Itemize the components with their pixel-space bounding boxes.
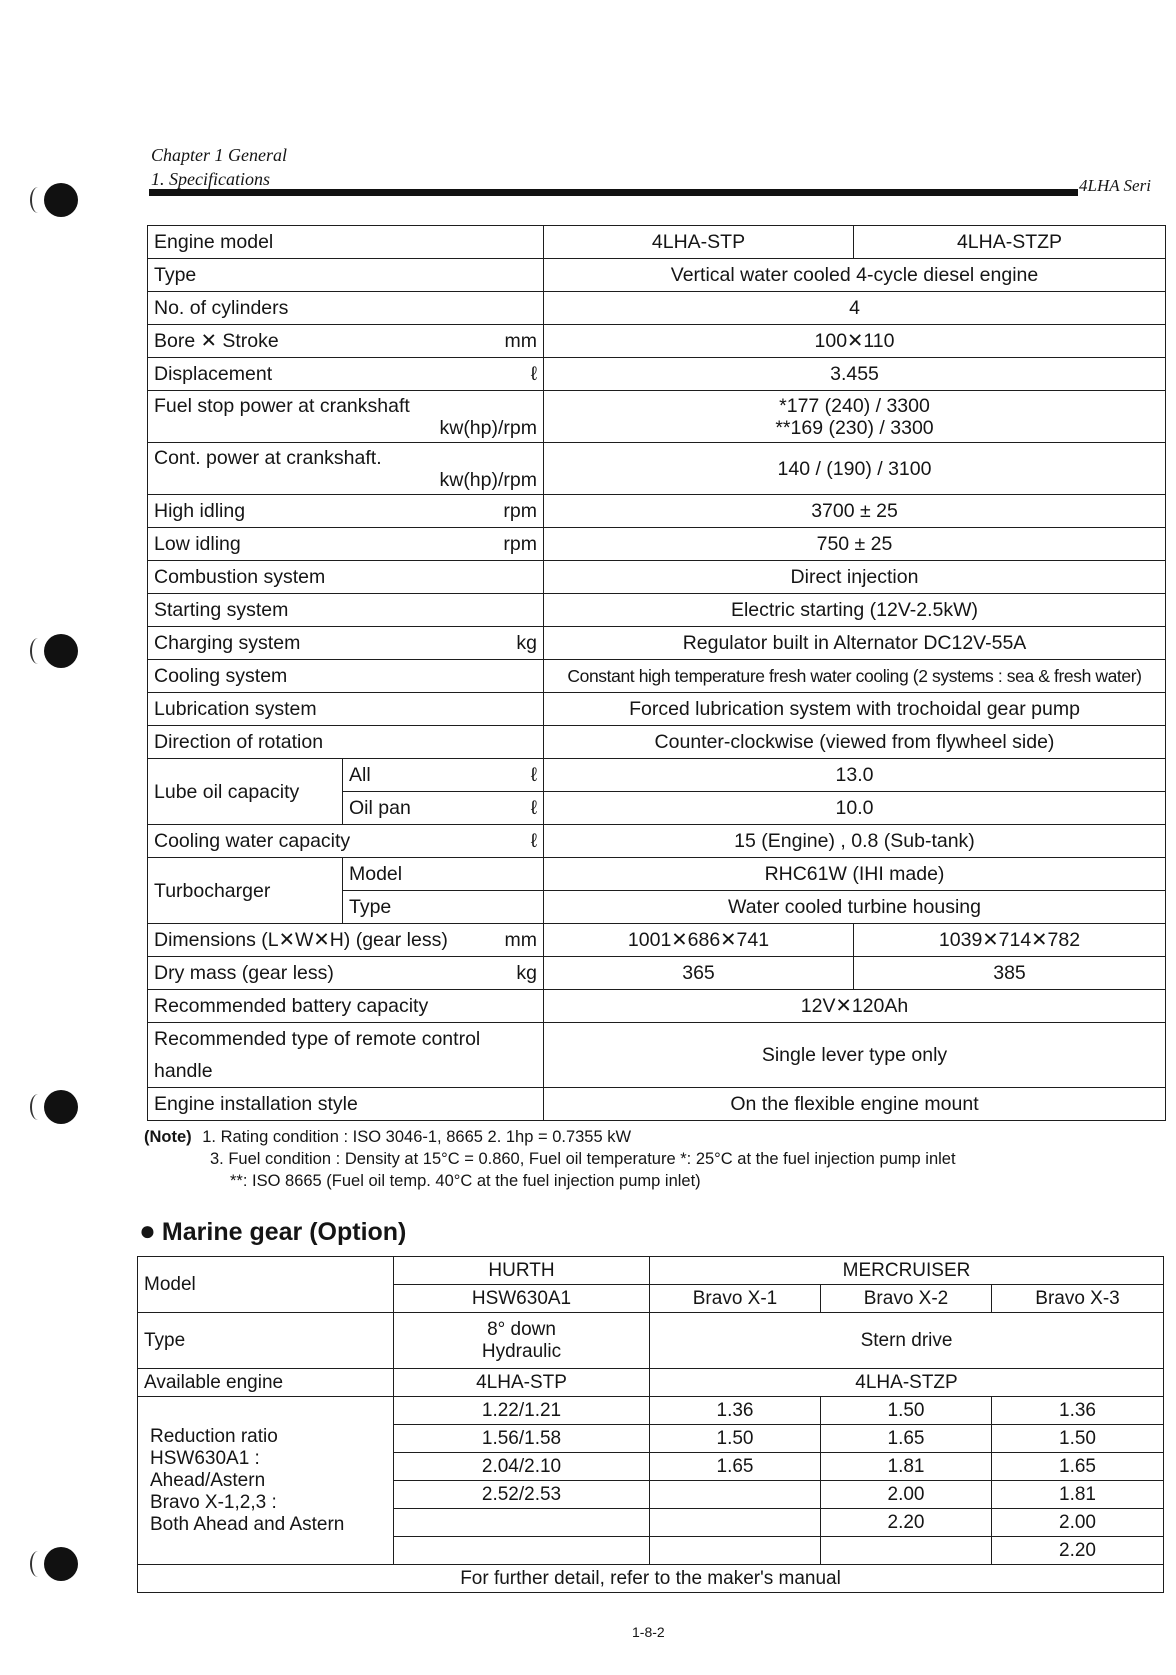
gear-label-type: Type [138,1313,394,1369]
gear-hurth-type: Hydraulic [481,1340,562,1362]
page-number: 1-8-2 [632,1624,665,1640]
spec-row-turbo-model [148,858,1166,891]
spec-row [148,259,1166,292]
gear-ratio-cell: 1.65 [650,1453,821,1481]
chapter-heading [151,143,287,191]
binder-hole-1 [44,183,78,217]
gear-ratio-cell: 1.81 [821,1453,992,1481]
gear-ratio-row [138,1397,1164,1425]
note-line-3: **: ISO 8665 (Fuel oil temp. 40°C at the fuel injection pump inlet) [230,1172,701,1190]
binder-hole-4 [44,1547,78,1581]
marine-gear-title: Marine gear (Option) [161,1218,407,1246]
gear-hurth: HURTH [394,1257,650,1285]
gear-ratio-cell: 2.04/2.10 [394,1453,650,1481]
spec-value: Electric starting (12V-2.5kW) [544,594,1166,627]
spec-row [148,726,1166,759]
note-line-1: (Note) 1. Rating condition : ISO 3046-1, 8665 2. 1hp = 0.7355 kW [144,1128,632,1146]
spec-label: Engine installation style [148,1088,544,1121]
spec-value: Regulator built in Alternator DC12V-55A [544,627,1166,660]
spec-label: Turbocharger [148,858,343,924]
spec-row [148,693,1166,726]
gear-row-type [138,1313,1164,1369]
spec-label: Recommended type of remote control [154,1028,481,1050]
spec-label: High idling [154,500,246,522]
spec-label: Low idling [154,533,241,555]
gear-ratio-cell: 1.65 [821,1425,992,1453]
spec-value: Vertical water cooled 4-cycle diesel engine [544,259,1166,292]
notes [144,1126,956,1192]
gear-ratio-label: Both Ahead and Astern [150,1513,345,1535]
spec-row-cooling-water [148,825,1166,858]
spec-value: 3700 ± 25 [544,495,1166,528]
spec-value: 140 / (190) / 3100 [544,443,1166,495]
gear-ratio-label: Bravo X-1,2,3 : [150,1491,277,1513]
binder-hole-2 [44,634,78,668]
spec-unit: ℓ [530,797,537,819]
gear-ratio-cell: 1.50 [650,1425,821,1453]
spec-row [148,495,1166,528]
spec-label: No. of cylinders [154,297,289,319]
spec-value: 750 ± 25 [544,528,1166,561]
spec-value: 15 (Engine) , 0.8 (Sub-tank) [544,825,1166,858]
binder-hole-mark-3 [30,1094,46,1120]
spec-value: RHC61W (IHI made) [544,858,1166,891]
spec-unit: ℓ [530,830,537,852]
spec-row-dry-mass [148,957,1166,990]
gear-row-avail [138,1369,1164,1397]
spec-row [148,627,1166,660]
gear-ratio-cell: 1.65 [992,1453,1164,1481]
gear-ratio-cell: 1.81 [992,1481,1164,1509]
spec-row [148,325,1166,358]
gear-hurth-model: HSW630A1 [394,1285,650,1313]
gear-row-footer [138,1565,1164,1593]
gear-mercruiser: MERCRUISER [650,1257,1164,1285]
spec-label: Starting system [154,599,289,621]
series-title: 4LHA Seri [1079,176,1151,195]
spec-value: Forced lubrication system with trochoidal gear pump [544,693,1166,726]
note-line-2: 3. Fuel condition : Density at 15°C = 0.860, Fuel oil temperature *: 25°C at the fuel injection pump inlet [210,1150,956,1168]
gear-hurth-type: 8° down [487,1318,556,1340]
gear-ratio-cell: 2.52/2.53 [394,1481,650,1509]
gear-ratio-cell: 1.22/1.21 [394,1397,650,1425]
binder-hole-3 [44,1090,78,1124]
gear-ratio-cell [650,1509,821,1537]
spec-row-install [148,1088,1166,1121]
spec-unit: kg [516,632,537,654]
spec-value-a: 1001✕686✕741 [544,924,854,957]
spec-row-battery [148,990,1166,1023]
gear-bravo-x3: Bravo X-3 [992,1285,1164,1313]
spec-label: Engine model [148,226,544,259]
gear-ratio-cell: 1.56/1.58 [394,1425,650,1453]
gear-ratio-label: Ahead/Astern [150,1469,266,1491]
spec-row [148,561,1166,594]
spec-row-engine-model [148,226,1166,259]
gear-ratio-cell [394,1537,650,1565]
spec-unit: rpm [503,533,537,555]
spec-value: 12V✕120Ah [544,990,1166,1023]
spec-value: 10.0 [544,792,1166,825]
bullet-icon: ● [139,1215,156,1246]
spec-label: Direction of rotation [154,731,324,753]
gear-ratio-cell [650,1537,821,1565]
spec-row-fuel-stop [148,391,1166,443]
gear-label-avail: Available engine [138,1369,394,1397]
spec-unit: ℓ [530,764,537,786]
chapter-title: Chapter 1 General [151,145,287,165]
spec-row [148,528,1166,561]
spec-row [148,292,1166,325]
header-rule [149,189,1078,196]
gear-row-model-1 [138,1257,1164,1285]
binder-hole-mark-1 [30,187,46,213]
spec-value: 3.455 [544,358,1166,391]
spec-sublabel: Model [343,858,544,891]
spec-unit: kw(hp)/rpm [439,416,537,439]
spec-sublabel: Type [343,891,544,924]
spec-row-lube-all [148,759,1166,792]
spec-label-cont: handle [154,1060,213,1082]
spec-label: Fuel stop power at crankshaft [154,394,410,417]
spec-value: 100✕110 [544,325,1166,358]
spec-unit: mm [504,929,537,951]
spec-label: Cont. power at crankshaft. [154,446,382,469]
gear-footer: For further detail, refer to the maker's manual [138,1565,1164,1593]
spec-label: Displacement [154,363,273,385]
spec-label: Recommended battery capacity [148,990,544,1023]
spec-row-dimensions [148,924,1166,957]
gear-ratio-cell: 2.20 [821,1509,992,1537]
spec-value-a: 365 [544,957,854,990]
binder-hole-mark-4 [30,1551,46,1577]
spec-value-b: 1039✕714✕782 [854,924,1166,957]
spec-row-cont-power [148,443,1166,495]
gear-ratio-label: Reduction ratio [150,1425,278,1447]
gear-label-model: Model [138,1257,394,1313]
gear-ratio-label: HSW630A1 : [150,1447,260,1469]
section-title: 1. Specifications [151,169,270,189]
gear-ratio-cell: 1.50 [992,1425,1164,1453]
spec-value: Constant high temperature fresh water cooling (2 systems : sea & fresh water) [567,666,1142,686]
spec-label: Dry mass (gear less) [154,962,334,984]
model-b: 4LHA-STZP [854,226,1166,259]
spec-row [148,660,1166,693]
gear-ratio-cell: 1.36 [650,1397,821,1425]
spec-value: Water cooled turbine housing [544,891,1166,924]
spec-value: 4 [544,292,1166,325]
marine-gear-table [137,1256,1164,1593]
spec-value: Single lever type only [544,1023,1166,1088]
spec-value-b: 385 [854,957,1166,990]
spec-row [148,358,1166,391]
spec-value: Counter-clockwise (viewed from flywheel side) [544,726,1166,759]
spec-sublabel: Oil pan [349,797,411,819]
gear-ratio-cell: 2.00 [992,1509,1164,1537]
spec-value: 13.0 [544,759,1166,792]
spec-label: Cooling system [154,665,288,687]
gear-ratio-cell: 2.20 [992,1537,1164,1565]
gear-merc-type: Stern drive [650,1313,1164,1369]
spec-unit: mm [504,330,537,352]
spec-row [148,594,1166,627]
gear-bravo-x2: Bravo X-2 [821,1285,992,1313]
spec-value: Direct injection [544,561,1166,594]
note-tag: (Note) [144,1128,192,1146]
gear-ratio-cell: 1.50 [821,1397,992,1425]
spec-label: Dimensions (L✕W✕H) (gear less) [154,929,448,951]
gear-avail-hurth: 4LHA-STP [394,1369,650,1397]
spec-unit: kg [516,962,537,984]
gear-bravo-x1: Bravo X-1 [650,1285,821,1313]
gear-ratio-cell [650,1481,821,1509]
spec-unit: rpm [503,500,537,522]
spec-value: *177 (240) / 3300 [779,394,930,417]
marine-gear-heading [139,1215,406,1247]
spec-value: **169 (230) / 3300 [775,416,934,439]
spec-sublabel: All [349,764,371,786]
gear-ratio-cell: 2.00 [821,1481,992,1509]
gear-ratio-cell [821,1537,992,1565]
spec-label: Type [154,264,197,286]
spec-label: Lubrication system [154,698,317,720]
spec-label: Bore ✕ Stroke [154,330,279,352]
gear-ratio-cell [394,1509,650,1537]
spec-table [147,225,1166,1121]
spec-unit: ℓ [530,363,537,385]
spec-label: Cooling water capacity [154,830,351,852]
spec-label: Combustion system [154,566,326,588]
spec-row-remote [148,1023,1166,1088]
gear-avail-merc: 4LHA-STZP [650,1369,1164,1397]
spec-label: Charging system [154,632,301,654]
spec-value: On the flexible engine mount [544,1088,1166,1121]
gear-ratio-cell: 1.36 [992,1397,1164,1425]
spec-unit: kw(hp)/rpm [439,468,537,491]
binder-hole-mark-2 [30,638,46,664]
spec-label: Lube oil capacity [148,759,343,825]
model-a: 4LHA-STP [544,226,854,259]
